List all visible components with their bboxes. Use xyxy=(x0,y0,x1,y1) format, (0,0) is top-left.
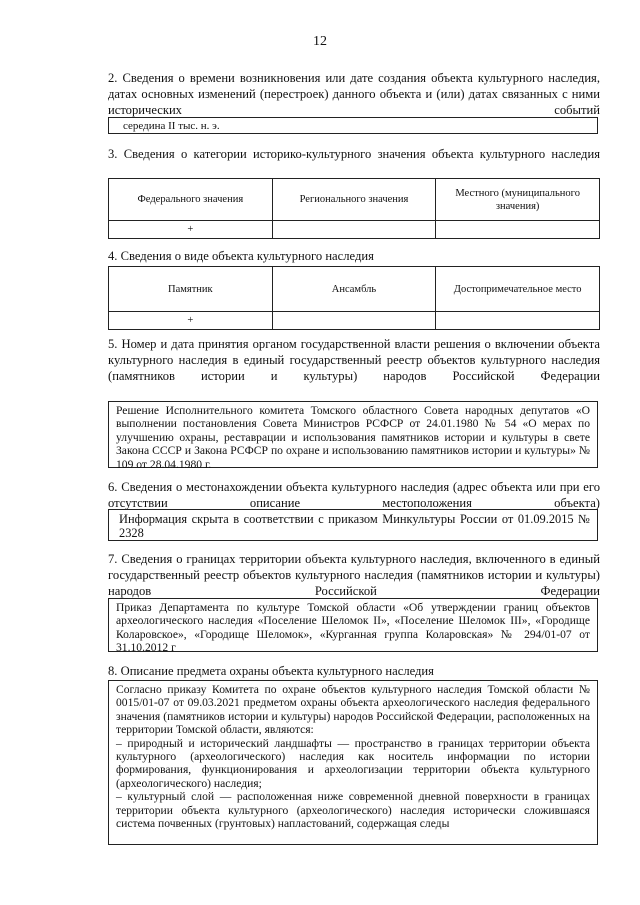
section-5-heading: 5. Номер и дата принятия органом государственной власти решения о включении объекта культурного наследия в единый государственный реестр объектов культурного наследия (памятников истории и культуры) народов Российской Федерации xyxy=(108,337,600,383)
type-mark-monument: + xyxy=(109,312,273,330)
type-mark-ensemble xyxy=(272,312,436,330)
page-number: 12 xyxy=(313,34,327,49)
category-col-regional: Регионального значения xyxy=(272,179,436,221)
category-table xyxy=(108,178,600,239)
type-mark-landmark xyxy=(436,312,600,330)
category-col-local: Местного (муниципального значения) xyxy=(436,179,600,221)
section-6-value: Информация скрыта в соответствии с приказом Минкультуры России от 01.09.2015 № 2328 xyxy=(108,509,598,541)
section-4-heading: 4. Сведения о виде объекта культурного наследия xyxy=(108,249,374,263)
type-table xyxy=(108,266,600,330)
category-mark-local xyxy=(436,221,600,239)
section-8-paragraph-3: – культурный слой — расположенная ниже современной дневной поверхности в границах территории объекта культурного (археологического) наследия исторически сложившаяся система почвенных (грунтовых) напластований, содержащая следы xyxy=(116,790,590,831)
section-8-paragraph-1: Согласно приказу Комитета по охране объектов культурного наследия Томской области № 0015/01-07 от 09.03.2021 предметом охраны объекта археологического наследия федерального значения (памятников истории и культуры) народов Российской Федерации, расположенных на территории Томской области, являются: xyxy=(116,683,590,737)
section-8-value xyxy=(108,680,598,845)
category-col-federal: Федерального значения xyxy=(109,179,273,221)
category-mark-federal: + xyxy=(109,221,273,239)
section-2-value: середина II тыс. н. э. xyxy=(108,117,598,134)
section-5-value: Решение Исполнительного комитета Томского областного Совета народных депутатов «О выполнении постановления Совета Министров РСФСР от 24.01.1980 № 54 «О мерах по улучшению охраны, реставрации и использования памятников истории и культуры в свете Закона СССР и Закона РСФСР по охране и использованию памятников истории и культуры» № 109 от 28.04.1980 г. xyxy=(108,401,598,468)
section-8-heading: 8. Описание предмета охраны объекта культурного наследия xyxy=(108,664,434,678)
section-3-heading: 3. Сведения о категории историко-культурного значения объекта культурного наследия xyxy=(108,147,600,161)
section-7-heading: 7. Сведения о границах территории объекта культурного наследия, включенного в единый государственный реестр объектов культурного наследия (памятников истории и культуры) народов Российской Федерации xyxy=(108,552,600,598)
section-2-heading: 2. Сведения о времени возникновения или дате создания объекта культурного наследия, датах основных изменений (перестроек) данного объекта и (или) датах связанных с ними исторических событий xyxy=(108,71,600,117)
type-col-ensemble: Ансамбль xyxy=(272,267,436,312)
category-mark-regional xyxy=(272,221,436,239)
section-7-value: Приказ Департамента по культуре Томской области «Об утверждении границ объектов археологического наследия «Поселение Шеломок II», «Поселение Шеломок III», «Городище Коларовское», «Городище Шеломок», «Курганная группа Коларовская» № 294/01-07 от 31.10.2012 г xyxy=(108,598,598,652)
section-8-paragraph-2: – природный и исторический ландшафты — пространство в границах территории объекта культурного (археологического) наследия как носитель информации по истории формирования, функционирования и археологизации территории объекта культурного (археологического) наследия; xyxy=(116,736,590,790)
type-col-landmark: Достопримечательное место xyxy=(436,267,600,312)
type-col-monument: Памятник xyxy=(109,267,273,312)
section-6-heading: 6. Сведения о местонахождении объекта культурного наследия (адрес объекта или при его отсутствии описание местоположения объекта) xyxy=(108,480,600,510)
